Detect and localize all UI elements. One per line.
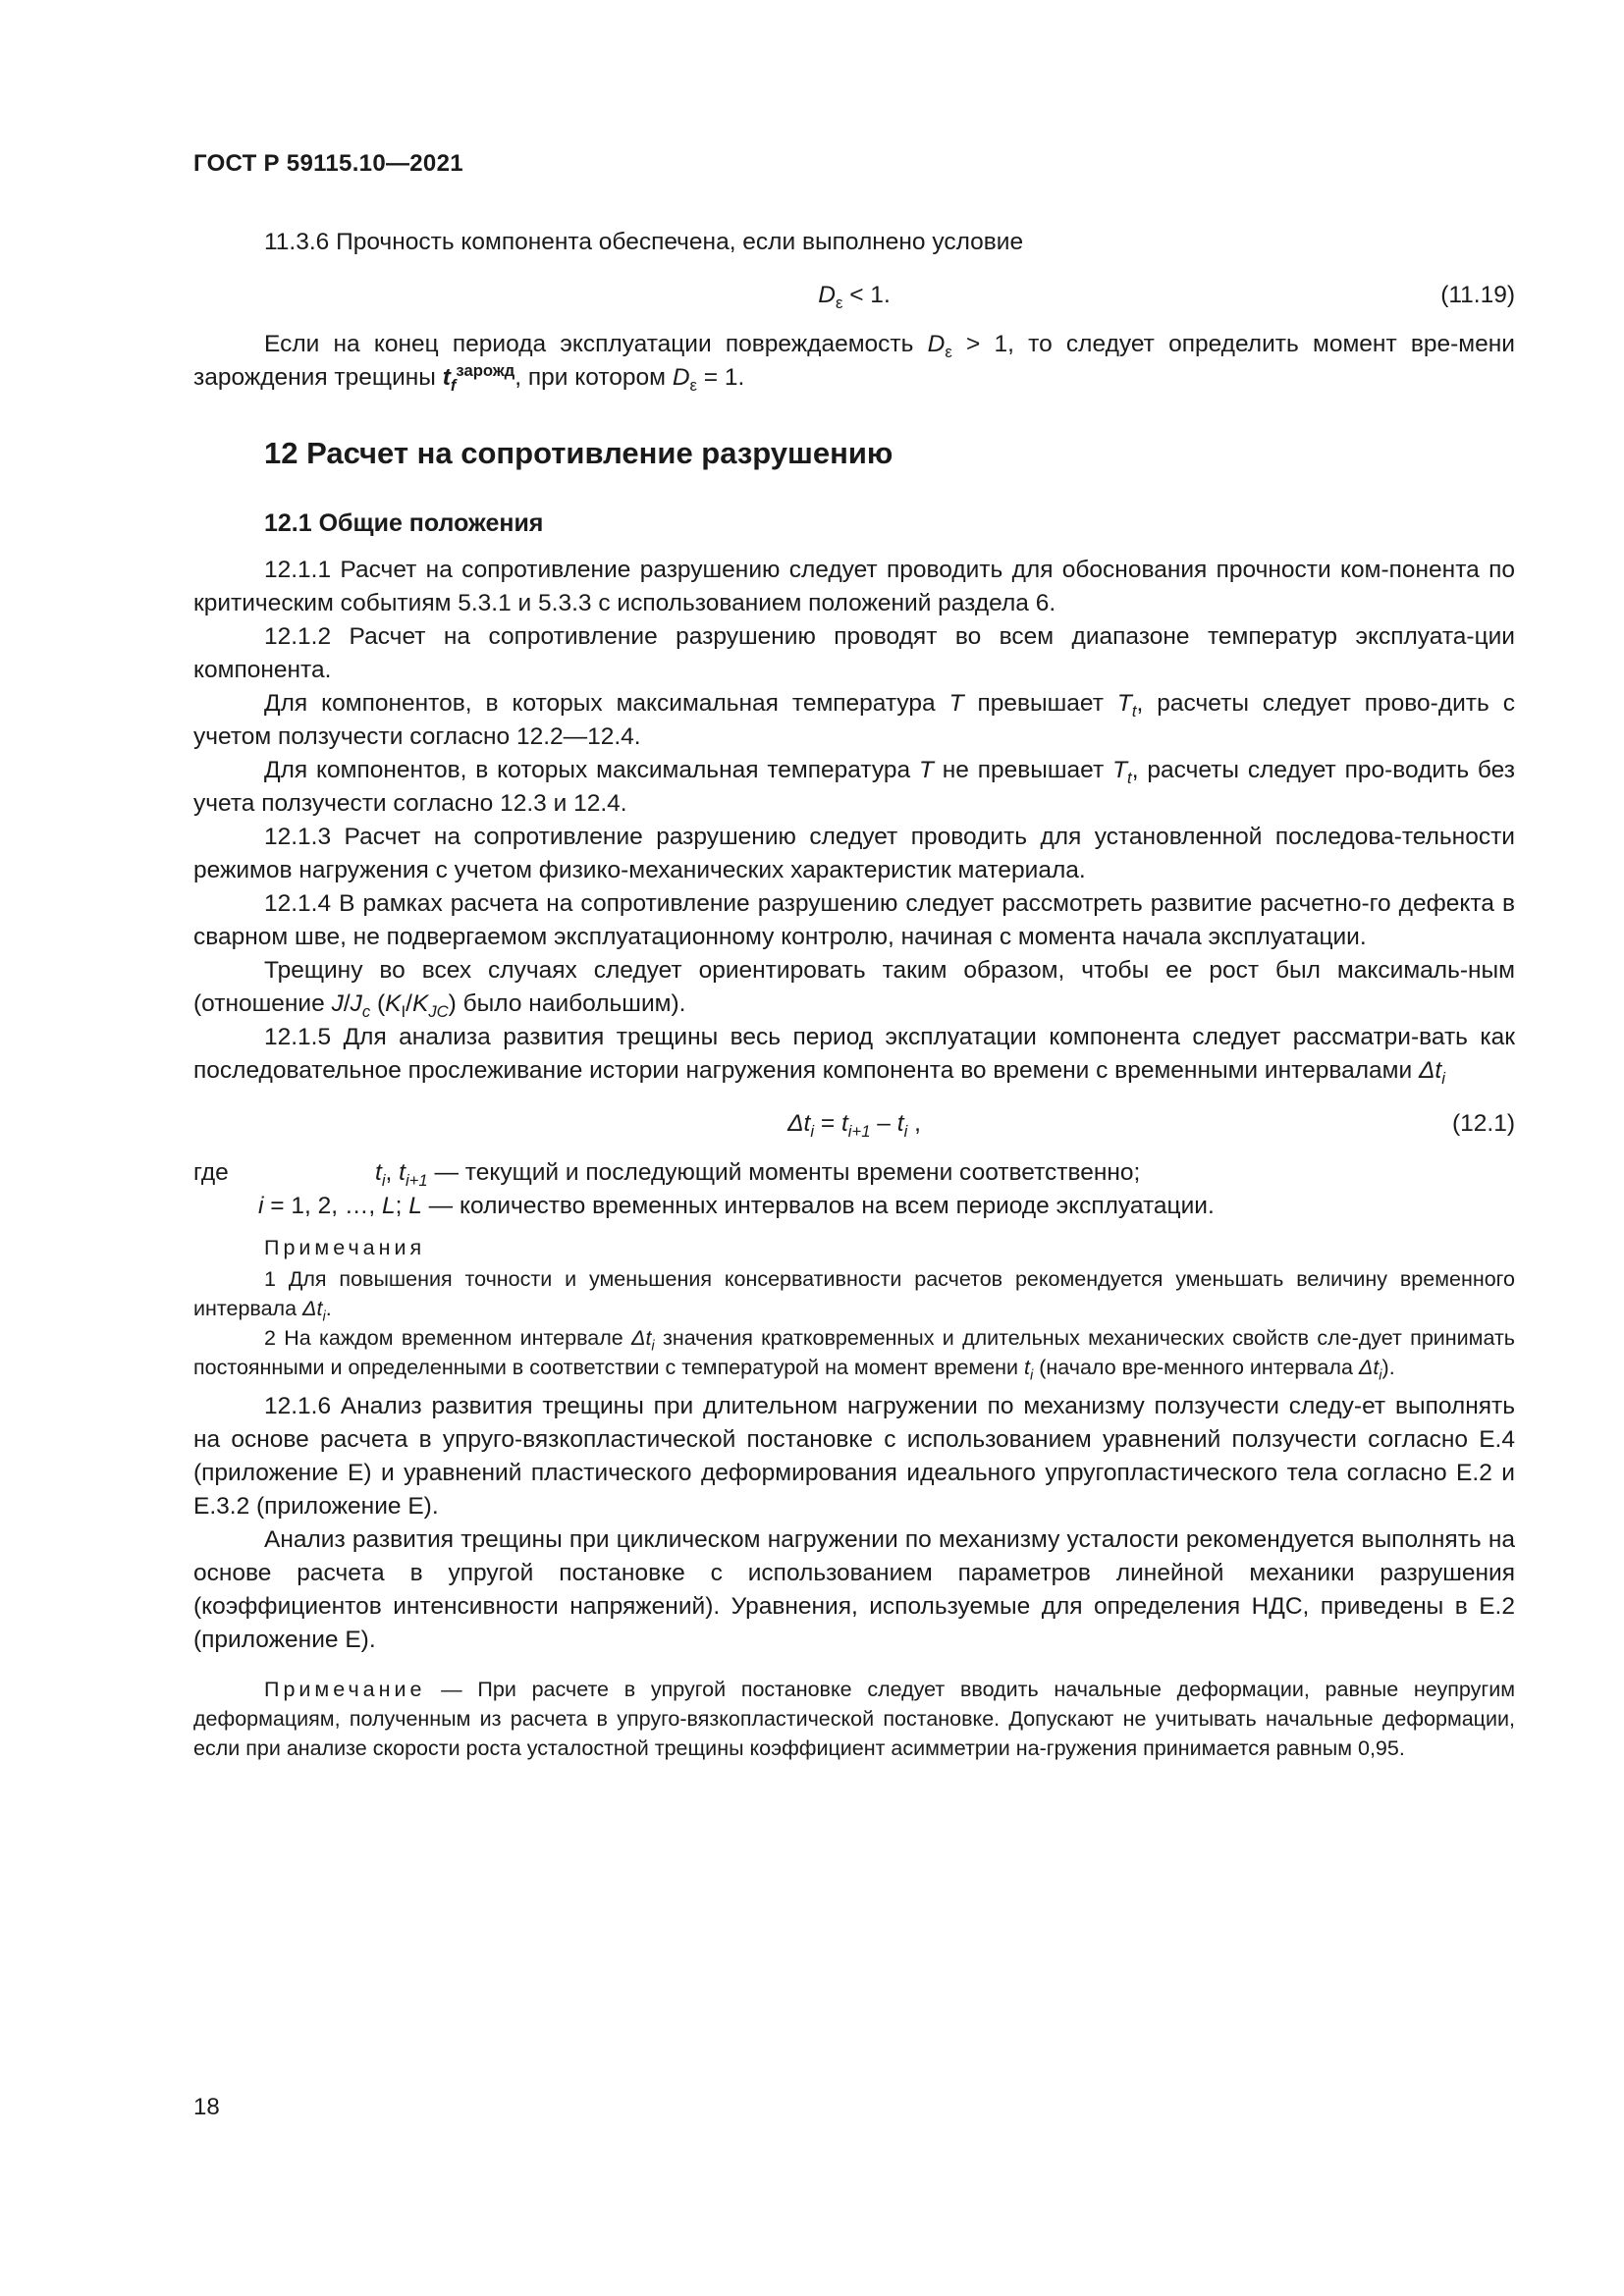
subsection-title-12-1: 12.1 Общие положения xyxy=(264,509,544,537)
equation-11-19 xyxy=(193,279,1515,312)
where-clause-row-1 xyxy=(193,1156,1515,1190)
page-number: 18 xyxy=(193,2094,220,2120)
where-definition-1: $t_i$, $t_{i+1}$ — текущий и последующий моменты времени соответственно; xyxy=(375,1159,1141,1190)
document-body xyxy=(193,226,1515,1763)
note-2: 2 На каждом временном интервале $\Delta t_i$ значения кратковременных и длительных механических свойств сле-дует принимать постоянными и определенными в соответствии с температурой на момент времени $t_i$ (начало вре-менного интервала $\Delta t_i$). xyxy=(193,1326,1515,1384)
document-header: ГОСТ Р 59115.10—2021 xyxy=(193,150,463,177)
paragraph-damage-end-period: Если на конец периода эксплуатации повреждаемость $D_\varepsilon > 1$, то следует определить момент вре-мени зарождения трещины $t_f^{зарожд}$, при котором $D_\varepsilon = 1$. xyxy=(193,331,1515,395)
paragraph-components-no-creep: Для компонентов, в которых максимальная температура T не превышает $T_t$, расчеты следует про-водить без учета ползучести согласно 12.3 и 12.4. xyxy=(193,757,1516,817)
paragraph-12-1-6: 12.1.6 Анализ развития трещины при длительном нагружении по механизму ползучести следу-ет выполнять на основе расчета в упруго-вязкопластической постановке с использованием уравнений ползучести согласно Е.4 (приложение Е) и уравнений пластического деформирования идеального упругопластического тела согласно Е.2 и Е.3.2 (приложение Е). xyxy=(193,1393,1515,1520)
paragraph-12-1-4: 12.1.4 В рамках расчета на сопротивление разрушению следует рассмотреть развитие расчетно-го дефекта в сварном шве, не подвергаемом эксплуатационному контролю, начиная с момента начала эксплуатации. xyxy=(193,890,1515,950)
note-elastic-setting xyxy=(193,1675,1515,1763)
section-title-12: 12 Расчет на сопротивление разрушению xyxy=(264,436,893,470)
paragraph-crack-orientation: Трещину во всех случаях следует ориентировать таким образом, чтобы ее рост был максималь-ным (отношение $J/J_c$ $(K_I/K_{JC})$ было наибольшим). xyxy=(193,957,1515,1021)
note-text: Примечание — При расчете в упругой постановке следует вводить начальные деформации, равные неупругим деформациям, полученным из расчета в упруго-вязкопластической постановке. Допускают не учитывать начальные деформации, если при анализе скорости роста усталостной трещины коэффициент асимметрии на-гружения принимается равным 0,95. xyxy=(193,1678,1515,1760)
paragraph-components-creep: Для компонентов, в которых максимальная температура T превышает $T_t$, расчеты следует прово-дить с учетом ползучести согласно 12.2—12.4. xyxy=(193,690,1515,750)
equation-number: (11.19) xyxy=(1440,282,1515,308)
paragraph-11-3-6: 11.3.6 Прочность компонента обеспечена, если выполнено условие xyxy=(264,229,1024,255)
paragraph-12-1-3: 12.1.3 Расчет на сопротивление разрушению следует проводить для установленной последова-тельности режимов нагружения с учетом физико-механических характеристик материала. xyxy=(193,824,1515,883)
note-title: Примечание xyxy=(264,1678,426,1701)
equation-number: (12.1) xyxy=(1451,1110,1515,1137)
paragraph-12-1-5: 12.1.5 Для анализа развития трещины весь период эксплуатации компонента следует рассматри-вать как последовательное прослеживание истории нагружения компонента во времени с временными интервалами $\Delta t_i$ xyxy=(193,1024,1515,1088)
paragraph-12-1-1: 12.1.1 Расчет на сопротивление разрушению следует проводить для обоснования прочности ком-понента по критическим событиям 5.3.1 и 5.3.3 с использованием положений раздела 6. xyxy=(193,557,1515,616)
notes-block xyxy=(193,1233,1515,1382)
note-1: 1 Для повышения точности и уменьшения консервативности расчетов рекомендуется уменьшать величину временного интервала $\Delta t_i$. xyxy=(193,1267,1515,1325)
paragraph-cyclic-loading: Анализ развития трещины при циклическом нагружении по механизму усталости рекомендуется выполнять на основе расчета в упругой постановке с использованием параметров линейной механики разрушения (коэффициентов интенсивности напряжений). Уравнения, используемые для определения НДС, приведены в Е.2 (приложение Е). xyxy=(193,1526,1515,1653)
equation-12-1 xyxy=(193,1107,1515,1141)
equation-expression: $D_\varepsilon < 1$. xyxy=(818,282,891,312)
where-label: где xyxy=(193,1159,229,1186)
paragraph-12-1-2: 12.1.2 Расчет на сопротивление разрушению проводят во всем диапазоне температур эксплуата-ции компонента. xyxy=(193,623,1515,683)
spacer xyxy=(193,1382,1515,1390)
equation-expression: $\Delta t_i = t_{i+1} - t_i$ , xyxy=(787,1110,921,1141)
notes-title: Примечания xyxy=(264,1236,426,1259)
where-definition-2: i = 1, 2, …, L; L — количество временных интервалов на всем периоде эксплуатации. xyxy=(258,1193,1215,1219)
